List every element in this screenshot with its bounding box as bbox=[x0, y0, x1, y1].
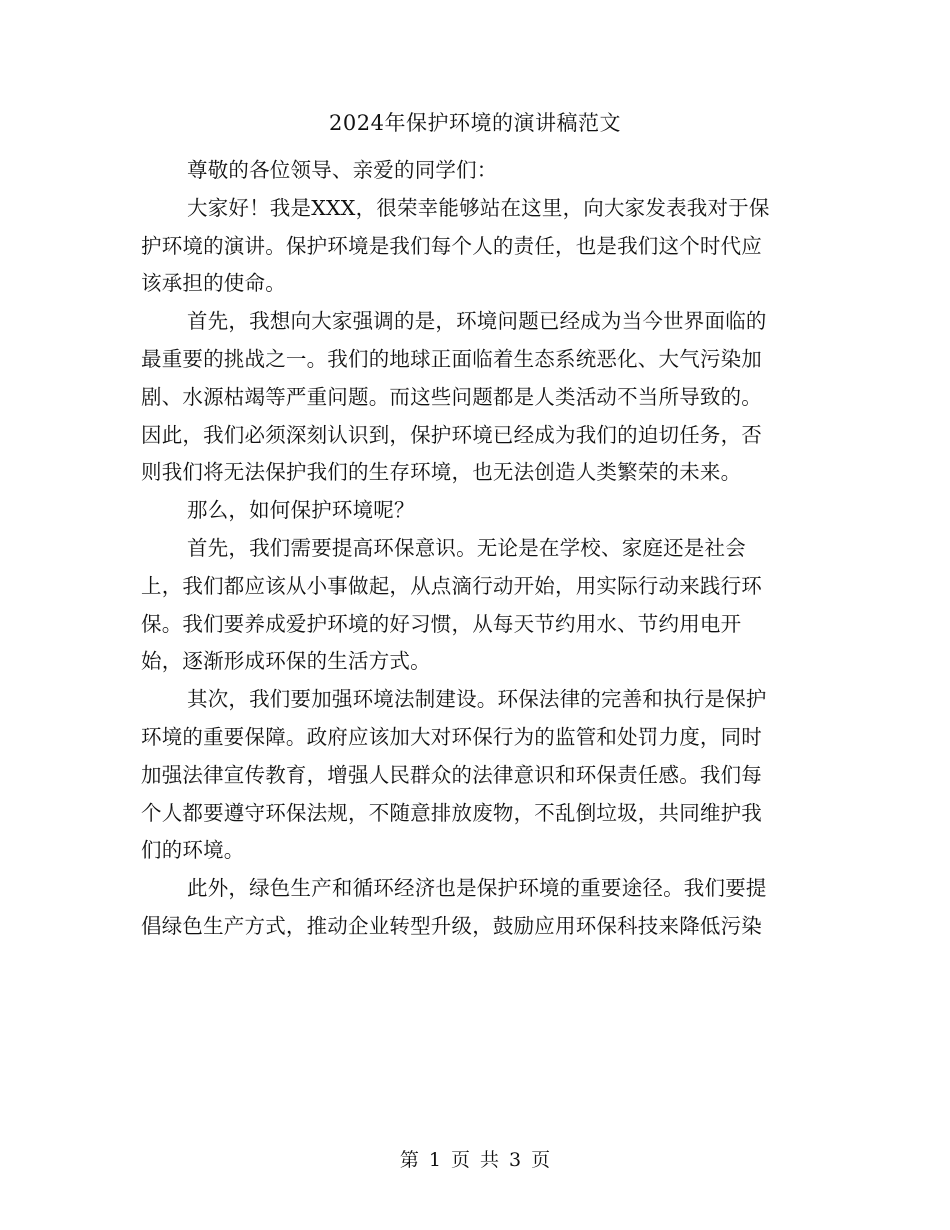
paragraph-line: 们的环境。 bbox=[141, 838, 245, 863]
paragraph-line: 加强法律宣传教育，增强人民群众的法律意识和环保责任感。我们每 bbox=[141, 762, 762, 787]
paragraph-line: 首先，我们需要提高环保意识。无论是在学校、家庭还是社会 bbox=[187, 535, 746, 560]
paragraph-line: 该承担的使命。 bbox=[141, 271, 286, 296]
paragraph-line: 首先，我想向大家强调的是，环境问题已经成为当今世界面临的 bbox=[187, 309, 767, 334]
document-title: 2024年保护环境的演讲稿范文 bbox=[329, 111, 621, 135]
paragraph-line: 那么，如何保护环境呢？ bbox=[187, 498, 415, 523]
paragraph-line: 因此，我们必须深刻认识到，保护环境已经成为我们的迫切任务，否 bbox=[141, 422, 762, 447]
paragraph-line: 最重要的挑战之一。我们的地球正面临着生态系统恶化、大气污染加 bbox=[141, 346, 762, 371]
paragraph-line: 护环境的演讲。保护环境是我们每个人的责任，也是我们这个时代应 bbox=[141, 233, 762, 258]
salutation-line: 尊敬的各位领导、亲爱的同学们： bbox=[187, 158, 498, 182]
paragraph-line: 始，逐渐形成环保的生活方式。 bbox=[141, 649, 431, 674]
paragraph-line: 此外，绿色生产和循环经济也是保护环境的重要途径。我们要提 bbox=[187, 876, 767, 901]
paragraph-line: 倡绿色生产方式，推动企业转型升级，鼓励应用环保科技来降低污染 bbox=[141, 913, 762, 938]
paragraph-line: 环境的重要保障。政府应该加大对环保行为的监管和处罚力度，同时 bbox=[141, 724, 762, 749]
paragraph-line: 个人都要遵守环保法规，不随意排放废物，不乱倒垃圾，共同维护我 bbox=[141, 800, 762, 825]
paragraph-line: 则我们将无法保护我们的生存环境，也无法创造人类繁荣的未来。 bbox=[141, 460, 742, 485]
paragraph-line: 保。我们要养成爱护环境的好习惯，从每天节约用水、节约用电开 bbox=[141, 611, 742, 636]
paragraph-line: 其次，我们要加强环境法制建设。环保法律的完善和执行是保护 bbox=[187, 687, 767, 712]
document-body bbox=[141, 152, 799, 946]
paragraph-line: 剧、水源枯竭等严重问题。而这些问题都是人类活动不当所导致的。 bbox=[141, 384, 762, 409]
paragraph-line: 大家好！我是XXX，很荣幸能够站在这里，向大家发表我对于保 bbox=[187, 195, 770, 220]
paragraph-line: 上，我们都应该从小事做起，从点滴行动开始，用实际行动来践行环 bbox=[141, 573, 762, 598]
page-footer: 第 1 页 共 3 页 bbox=[399, 1149, 551, 1171]
